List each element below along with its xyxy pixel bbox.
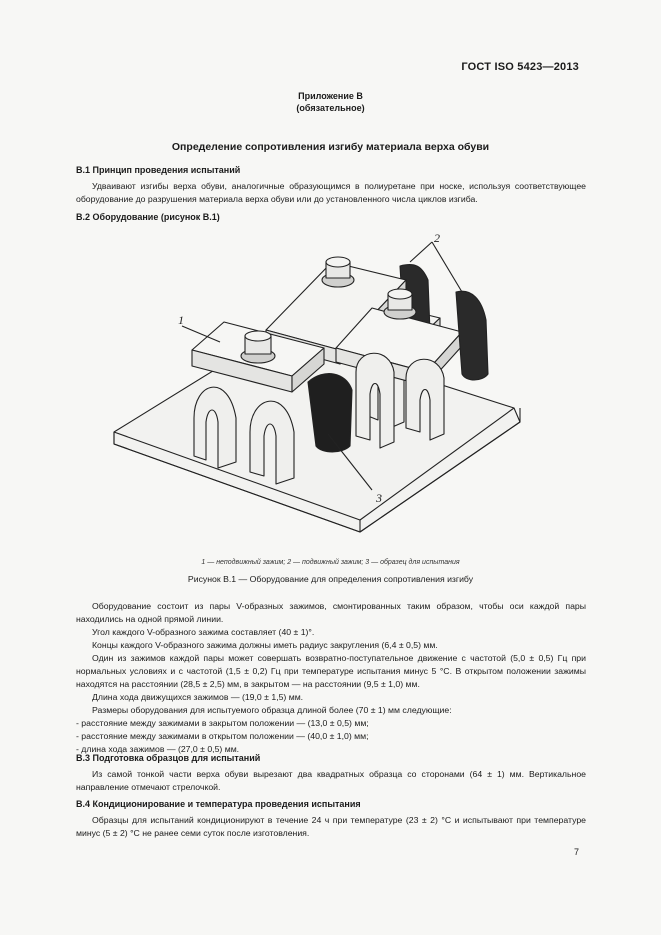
b2-paragraph-2: Угол каждого V-образного зажима составляет (40 ± 1)°. bbox=[92, 627, 315, 637]
section-b4-paragraph: Образцы для испытаний кондиционируют в течение 24 ч при температуре (23 ± 2) °С и испытывают при температуре минус (5 ± 2) °С не ранее семи суток после изготовления. bbox=[76, 815, 586, 838]
leader-2b bbox=[432, 242, 462, 292]
bolt-back bbox=[322, 257, 354, 287]
apparatus-figure bbox=[110, 222, 530, 540]
page-number: 7 bbox=[573, 847, 579, 857]
section-b1-text bbox=[76, 180, 586, 206]
bolt-left bbox=[241, 331, 275, 363]
b2-dash-1: - расстояние между зажимами в закрытом положении — (13,0 ± 0,5) мм; bbox=[76, 718, 369, 728]
figure-label-3: 3 bbox=[376, 491, 382, 505]
section-b3-text bbox=[76, 768, 586, 794]
b2-dash-3: - длина хода зажимов — (27,0 ± 0,5) мм. bbox=[76, 744, 240, 754]
appendix-heading bbox=[0, 90, 661, 114]
section-b3-heading: В.3 Подготовка образцов для испытаний bbox=[76, 753, 261, 763]
appendix-title: Приложение В bbox=[298, 91, 363, 101]
b2-paragraph-1: Оборудование состоит из пары V-образных зажимов, смонтированных таким образом, чтобы оси каждой пары находились на одной прямой линии. bbox=[76, 601, 586, 624]
section-b2-body bbox=[76, 600, 586, 756]
leader-2a bbox=[410, 242, 432, 262]
figure-caption: Рисунок В.1 — Оборудование для определения сопротивления изгибу bbox=[187, 574, 474, 584]
section-b4-heading: В.4 Кондиционирование и температура проведения испытания bbox=[76, 799, 361, 809]
specimen-right bbox=[456, 291, 488, 380]
b2-paragraph-6: Размеры оборудования для испытуемого образца длиной более (70 ± 1) мм следующие: bbox=[92, 705, 452, 715]
bolt-right bbox=[384, 289, 416, 319]
document-id: ГОСТ ISO 5423—2013 bbox=[461, 61, 579, 73]
main-title: Определение сопротивления изгибу материала верха обуви bbox=[171, 141, 490, 153]
b2-paragraph-5: Длина хода движущихся зажимов — (19,0 ± 1,5) мм. bbox=[92, 692, 304, 702]
b2-dash-2: - расстояние между зажимами в открытом положении — (40,0 ± 1,0) мм; bbox=[76, 731, 369, 741]
figure-label-2: 2 bbox=[434, 231, 440, 245]
section-b1-paragraph: Удваивают изгибы верха обуви, аналогичные образующимся в полиуретане при носке, используя соответствующее оборудование до разрушения материала верха обуви или до установленного числа циклов изгиба. bbox=[76, 181, 586, 204]
b2-paragraph-3: Концы каждого V-образного зажима должны иметь радиус закругления (6,4 ± 0,5) мм. bbox=[92, 640, 438, 650]
b2-paragraph-4: Один из зажимов каждой пары может совершать возвратно-поступательное движение с частотой (5,0 ± 0,5) Гц при нормальных условиях и с частотой (1,5 ± 0,2) Гц при температуре испытания минус 5 °С. В открытом положении зажимы находятся на расстоянии (28,5 ± 2,5) мм, в закрытом — на расстоянии (9,5 ± 1,0) мм. bbox=[76, 653, 586, 689]
section-b1-heading: В.1 Принцип проведения испытаний bbox=[76, 165, 241, 175]
section-b4-text bbox=[76, 814, 586, 840]
figure-legend: 1 — неподвижный зажим; 2 — подвижный зажим; 3 — образец для испытания bbox=[201, 559, 460, 566]
figure-label-1: 1 bbox=[178, 313, 184, 327]
appendix-note: (обязательное) bbox=[296, 103, 365, 113]
section-b3-paragraph: Из самой тонкой части верха обуви вырезают два квадратных образца со сторонами (64 ± 1) мм. Вертикальное направление отмечают стрелочкой. bbox=[76, 769, 586, 792]
section-b2-heading: В.2 Оборудование (рисунок В.1) bbox=[76, 212, 220, 222]
